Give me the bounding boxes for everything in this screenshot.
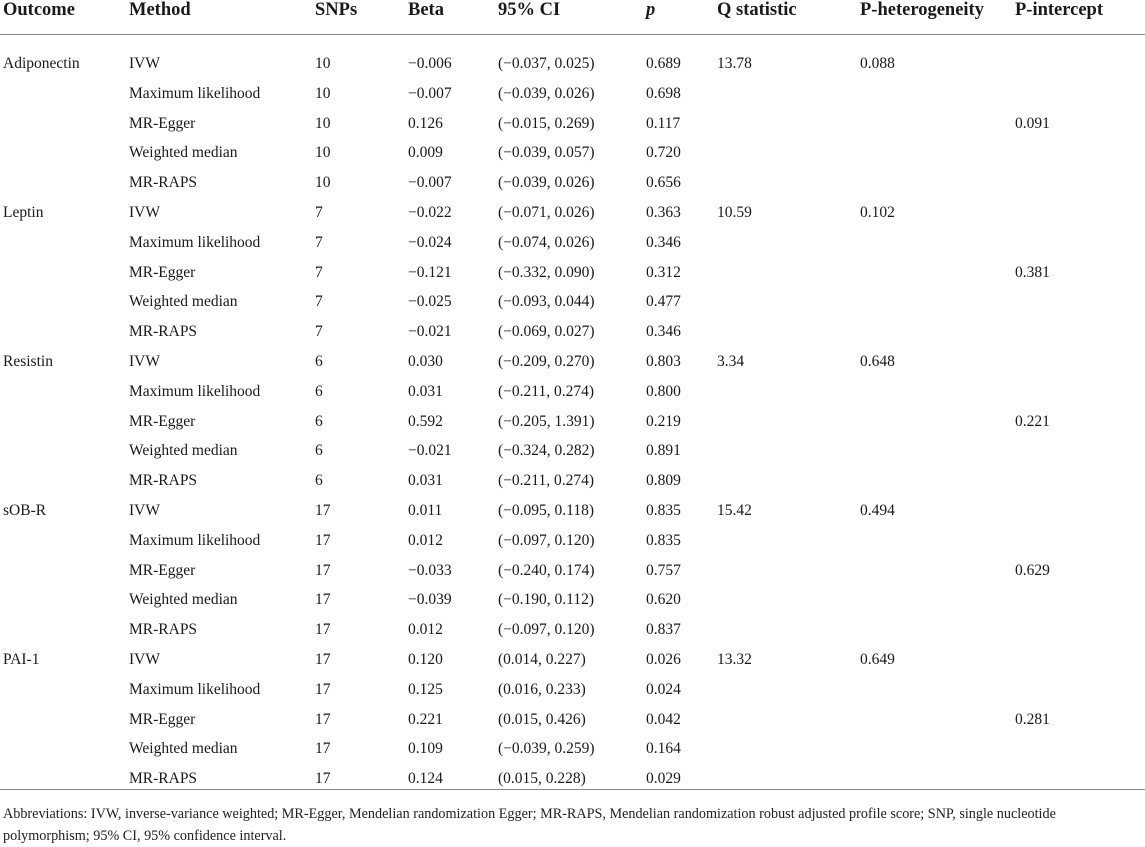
cell-beta: −0.021 (408, 323, 452, 340)
cell-outcome: Resistin (3, 353, 53, 370)
cell-snps: 6 (315, 442, 323, 459)
cell-beta: −0.033 (408, 562, 452, 579)
cell-snps: 17 (315, 591, 331, 608)
cell-q-statistic: 10.59 (717, 204, 752, 221)
cell-beta: 0.126 (408, 115, 443, 132)
cell-method: Weighted median (129, 740, 238, 757)
cell-ci: (−0.097, 0.120) (498, 532, 595, 549)
cell-p: 0.837 (646, 621, 681, 638)
cell-beta: 0.120 (408, 651, 443, 668)
cell-ci: (−0.039, 0.026) (498, 85, 595, 102)
cell-p: 0.835 (646, 532, 681, 549)
cell-beta: 0.012 (408, 621, 443, 638)
cell-beta: −0.025 (408, 293, 452, 310)
cell-p-heterogeneity: 0.102 (860, 204, 895, 221)
cell-p: 0.477 (646, 293, 681, 310)
cell-p-intercept: 0.281 (1015, 711, 1050, 728)
cell-snps: 10 (315, 55, 331, 72)
header-snps: SNPs (315, 0, 358, 20)
cell-beta: 0.124 (408, 770, 443, 787)
cell-beta: 0.012 (408, 532, 443, 549)
cell-beta: 0.011 (408, 502, 443, 519)
header-p-heterogeneity: P-heterogeneity (860, 0, 984, 20)
cell-q-statistic: 13.78 (717, 55, 752, 72)
cell-method: MR-RAPS (129, 621, 198, 638)
cell-beta: 0.109 (408, 740, 443, 757)
cell-p: 0.809 (646, 472, 681, 489)
cell-snps: 7 (315, 293, 323, 310)
table-footnote: Abbreviations: IVW, inverse-variance weighted; MR-Egger, Mendelian randomization Egger; MR-RAPS, Mendelian randomization robust adjusted profile score; SNP, single nucleotide polymorphism; 95% CI, 95% confidence interval. (3, 806, 1056, 844)
cell-ci: (−0.240, 0.174) (498, 562, 595, 579)
cell-ci: (−0.074, 0.026) (498, 234, 595, 251)
cell-ci: (0.014, 0.227) (498, 651, 586, 668)
cell-p-heterogeneity: 0.648 (860, 353, 895, 370)
header-q-statistic: Q statistic (717, 0, 797, 20)
cell-p: 0.891 (646, 442, 681, 459)
cell-q-statistic: 15.42 (717, 502, 752, 519)
cell-method: MR-Egger (129, 711, 196, 728)
cell-p: 0.029 (646, 770, 681, 787)
cell-method: Weighted median (129, 442, 238, 459)
cell-snps: 17 (315, 621, 331, 638)
cell-snps: 7 (315, 204, 323, 221)
header-ci: 95% CI (498, 0, 561, 20)
cell-method: Maximum likelihood (129, 532, 261, 549)
cell-snps: 17 (315, 562, 331, 579)
cell-beta: 0.221 (408, 711, 443, 728)
cell-beta: 0.009 (408, 144, 443, 161)
cell-method: MR-Egger (129, 562, 196, 579)
cell-p-intercept: 0.629 (1015, 562, 1050, 579)
cell-outcome: Leptin (3, 204, 44, 221)
cell-snps: 7 (315, 323, 323, 340)
cell-beta: −0.021 (408, 442, 452, 459)
cell-method: Weighted median (129, 144, 238, 161)
table-bottom-rule (0, 789, 1145, 790)
cell-beta: 0.031 (408, 472, 443, 489)
cell-outcome: PAI-1 (3, 651, 40, 668)
cell-p: 0.757 (646, 562, 681, 579)
cell-method: IVW (129, 55, 160, 72)
cell-p-intercept: 0.221 (1015, 413, 1050, 430)
cell-ci: (−0.190, 0.112) (498, 591, 594, 608)
cell-method: MR-Egger (129, 413, 196, 430)
cell-ci: (−0.093, 0.044) (498, 293, 595, 310)
cell-ci: (0.015, 0.228) (498, 770, 586, 787)
cell-p-heterogeneity: 0.649 (860, 651, 895, 668)
cell-p: 0.835 (646, 502, 681, 519)
cell-snps: 17 (315, 740, 331, 757)
header-method: Method (129, 0, 191, 20)
header-p: p (646, 0, 656, 20)
cell-p: 0.800 (646, 383, 681, 400)
cell-outcome: Adiponectin (3, 55, 80, 72)
cell-p: 0.720 (646, 144, 681, 161)
cell-snps: 10 (315, 115, 331, 132)
cell-snps: 17 (315, 651, 331, 668)
cell-p: 0.117 (646, 115, 681, 132)
cell-p: 0.164 (646, 740, 681, 757)
cell-method: MR-Egger (129, 115, 196, 132)
cell-ci: (−0.332, 0.090) (498, 264, 595, 281)
cell-snps: 10 (315, 174, 331, 191)
cell-p: 0.042 (646, 711, 681, 728)
cell-p: 0.656 (646, 174, 681, 191)
cell-snps: 6 (315, 413, 323, 430)
cell-ci: (0.016, 0.233) (498, 681, 586, 698)
cell-beta: 0.592 (408, 413, 443, 430)
cell-snps: 6 (315, 472, 323, 489)
cell-beta: 0.030 (408, 353, 443, 370)
cell-snps: 10 (315, 85, 331, 102)
cell-method: IVW (129, 502, 160, 519)
cell-method: Maximum likelihood (129, 234, 261, 251)
cell-beta: −0.039 (408, 591, 452, 608)
cell-p: 0.689 (646, 55, 681, 72)
cell-method: Maximum likelihood (129, 383, 261, 400)
cell-method: IVW (129, 651, 160, 668)
cell-snps: 17 (315, 502, 331, 519)
cell-snps: 17 (315, 681, 331, 698)
cell-ci: (−0.039, 0.026) (498, 174, 595, 191)
cell-p: 0.346 (646, 323, 681, 340)
cell-method: IVW (129, 353, 160, 370)
cell-method: Weighted median (129, 591, 238, 608)
cell-method: MR-RAPS (129, 770, 198, 787)
header-outcome: Outcome (3, 0, 75, 20)
cell-snps: 7 (315, 234, 323, 251)
cell-method: Weighted median (129, 293, 238, 310)
cell-p: 0.312 (646, 264, 681, 281)
header-p-intercept: P-intercept (1015, 0, 1104, 20)
cell-ci: (−0.211, 0.274) (498, 383, 594, 400)
cell-p: 0.363 (646, 204, 681, 221)
cell-p-heterogeneity: 0.494 (860, 502, 895, 519)
cell-ci: (−0.071, 0.026) (498, 204, 595, 221)
cell-ci: (−0.015, 0.269) (498, 115, 595, 132)
cell-p: 0.620 (646, 591, 681, 608)
cell-ci: (0.015, 0.426) (498, 711, 586, 728)
cell-snps: 6 (315, 353, 323, 370)
cell-snps: 6 (315, 383, 323, 400)
cell-outcome: sOB-R (3, 502, 47, 519)
cell-snps: 17 (315, 770, 331, 787)
cell-beta: −0.006 (408, 55, 452, 72)
cell-p-intercept: 0.091 (1015, 115, 1050, 132)
table-top-rule (0, 34, 1145, 35)
cell-beta: −0.024 (408, 234, 452, 251)
cell-ci: (−0.209, 0.270) (498, 353, 595, 370)
cell-p: 0.026 (646, 651, 681, 668)
cell-method: Maximum likelihood (129, 681, 261, 698)
cell-ci: (−0.037, 0.025) (498, 55, 595, 72)
cell-ci: (−0.069, 0.027) (498, 323, 595, 340)
cell-ci: (−0.097, 0.120) (498, 621, 595, 638)
cell-ci: (−0.324, 0.282) (498, 442, 595, 459)
cell-method: Maximum likelihood (129, 85, 261, 102)
cell-p: 0.698 (646, 85, 681, 102)
cell-method: IVW (129, 204, 160, 221)
cell-beta: 0.031 (408, 383, 443, 400)
cell-p: 0.219 (646, 413, 681, 430)
cell-snps: 17 (315, 532, 331, 549)
cell-beta: −0.121 (408, 264, 452, 281)
cell-ci: (−0.205, 1.391) (498, 413, 595, 430)
cell-p: 0.024 (646, 681, 681, 698)
cell-ci: (−0.095, 0.118) (498, 502, 594, 519)
cell-p-heterogeneity: 0.088 (860, 55, 895, 72)
cell-beta: 0.125 (408, 681, 443, 698)
cell-beta: −0.007 (408, 85, 452, 102)
cell-p-intercept: 0.381 (1015, 264, 1050, 281)
cell-beta: −0.022 (408, 204, 452, 221)
cell-snps: 10 (315, 144, 331, 161)
cell-p: 0.803 (646, 353, 681, 370)
cell-snps: 7 (315, 264, 323, 281)
cell-beta: −0.007 (408, 174, 452, 191)
cell-ci: (−0.039, 0.057) (498, 144, 595, 161)
cell-ci: (−0.039, 0.259) (498, 740, 595, 757)
cell-p: 0.346 (646, 234, 681, 251)
cell-snps: 17 (315, 711, 331, 728)
cell-ci: (−0.211, 0.274) (498, 472, 594, 489)
cell-method: MR-RAPS (129, 323, 198, 340)
cell-method: MR-RAPS (129, 174, 198, 191)
cell-q-statistic: 3.34 (717, 353, 745, 370)
cell-q-statistic: 13.32 (717, 651, 752, 668)
header-beta: Beta (408, 0, 444, 20)
cell-method: MR-RAPS (129, 472, 198, 489)
cell-method: MR-Egger (129, 264, 196, 281)
